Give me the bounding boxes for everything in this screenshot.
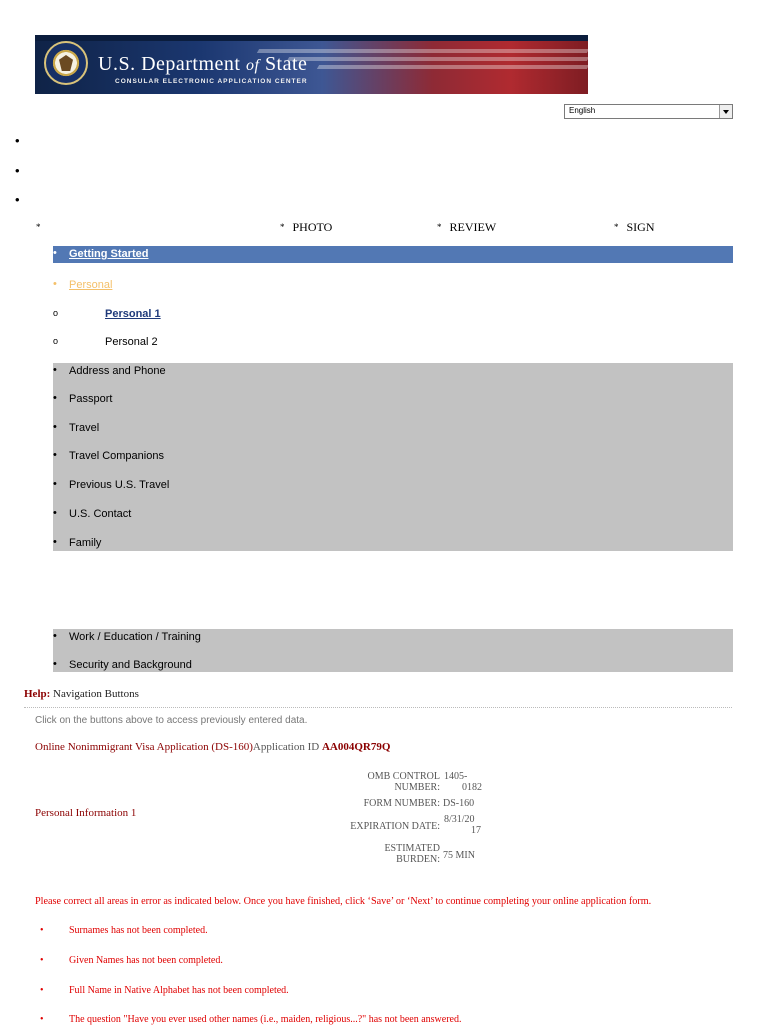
bullet: • [15, 163, 20, 178]
estimated-burden-label: ESTIMATED BURDEN: [384, 843, 440, 865]
expiration-date-label: EXPIRATION DATE: [350, 821, 440, 832]
application-title: Online Nonimmigrant Visa Application (DS-160)Application ID AA004QR79Q [35, 741, 391, 753]
step-photo[interactable]: * PHOTO [280, 220, 333, 234]
divider [24, 707, 732, 708]
site-subtitle: CONSULAR ELECTRONIC APPLICATION CENTER [115, 78, 308, 85]
nav-item-previous-us-travel[interactable]: • Previous U.S. Travel [53, 478, 170, 491]
page-title: Personal Information 1 [35, 807, 137, 819]
form-number-label: FORM NUMBER: [363, 798, 440, 809]
omb-control-label: OMB CONTROL NUMBER: [367, 771, 440, 793]
step-review[interactable]: * REVIEW [437, 220, 497, 234]
nav-item-us-contact[interactable]: • U.S. Contact [53, 507, 132, 520]
nav-item-security-background[interactable]: • Security and Background [53, 658, 192, 671]
estimated-burden-value: 75 MIN [443, 850, 475, 861]
bullet: • [15, 192, 20, 207]
nav-item-travel-companions[interactable]: • Travel Companions [53, 449, 164, 462]
nav-item-personal-2[interactable]: o Personal 2 [53, 336, 158, 348]
state-department-seal-icon [44, 41, 88, 85]
language-select[interactable] [564, 104, 733, 119]
step-marker: * [36, 222, 41, 232]
nav-item-family[interactable]: • Family [53, 536, 102, 549]
nav-item-personal[interactable]: • Personal [53, 278, 113, 291]
nav-item-travel[interactable]: • Travel [53, 421, 100, 434]
omb-control-value: 1405- 0182 [444, 771, 482, 793]
help-heading: Help: Navigation Buttons [24, 688, 139, 700]
form-number-value: DS-160 [443, 798, 475, 809]
help-text: Click on the buttons above to access previously entered data. [35, 715, 308, 726]
error-summary: Please correct all areas in error as indicated below. Once you have finished, click ‘Save’ or ‘Next’ to continue completing your online application form. [35, 896, 652, 907]
chevron-down-icon[interactable] [719, 105, 732, 118]
language-select-value: English [569, 106, 596, 115]
nav-item-work-education[interactable]: • Work / Education / Training [53, 630, 201, 643]
nav-item-getting-started[interactable]: • Getting Started [53, 246, 733, 263]
bullet: • [15, 133, 20, 148]
header-banner [35, 35, 588, 94]
expiration-date-value: 8/31/20 17 [444, 814, 481, 836]
nav-item-passport[interactable]: • Passport [53, 392, 113, 405]
nav-item-address-phone[interactable]: • Address and Phone [53, 364, 166, 377]
step-sign[interactable]: * SIGN [614, 220, 655, 234]
nav-item-personal-1[interactable]: o Personal 1 [53, 308, 161, 320]
site-title: U.S. Department of State [98, 53, 308, 75]
